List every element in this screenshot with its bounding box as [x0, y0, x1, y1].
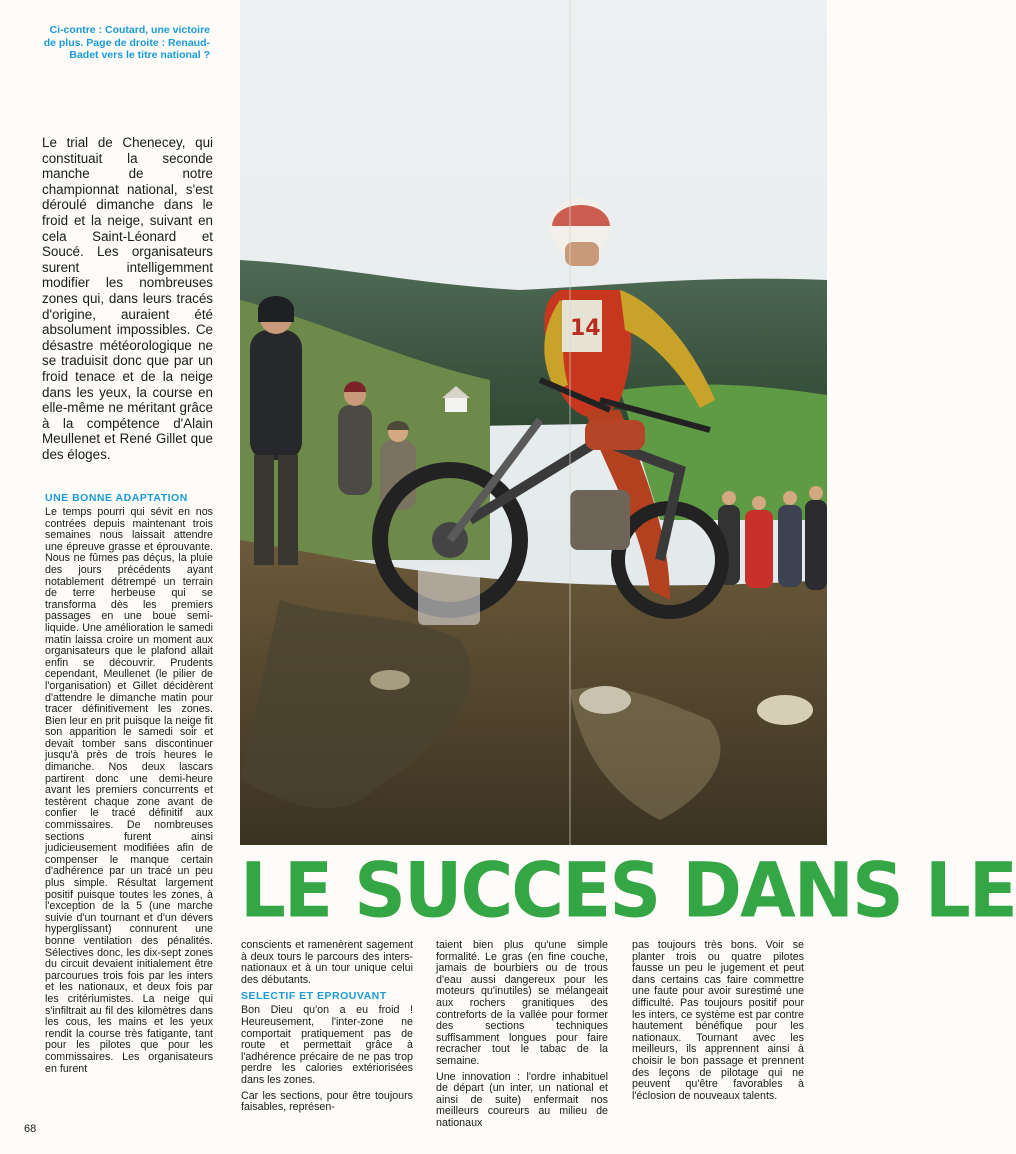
article-column-1 — [45, 490, 213, 1079]
svg-text:14: 14 — [570, 316, 601, 341]
column-3-text-2: Une innovation : l'ordre inhabituel de départ (un inter, un national et ainsi de suite) enfermait nos meilleurs coureurs au milieu de nationaux — [436, 1070, 608, 1129]
trial-photo — [240, 0, 827, 845]
photo-caption: Ci-contre : Coutard, une victoire de plus. Page de droite : Renaud-Badet vers le titre national ? — [43, 24, 210, 61]
column-2-text-1: conscients et ramenèrent sagement à deux tours le parcours des inters-nationaux et à un tour unique celui des débutants. — [241, 939, 413, 986]
headline-text: LE SUCCES DANS LE — [240, 845, 1016, 935]
column-3-text-1: taient bien plus qu'une simple formalité. Le gras (en fine couche, jamais de bourbiers ou de trous d'eau aussi dangereux pour les moteurs qu'inutiles) se mélangeait aux rochers granitiques des contreforts de la vallée pour former des sections techniques suffisamment longues pour faire recracher tout le tabac de la semaine. — [436, 939, 608, 1067]
subheading-adaptation: UNE BONNE ADAPTATION — [45, 492, 188, 504]
intro-paragraph: Le trial de Chenecey, qui constituait la seconde manche de notre championnat national, s'est déroulé dimanche dans le froid et la neige, suivant en cela Saint-Léonard et Soucé. Les organisateurs surent intelligemment modifier les nombreuses zones qui, dans leurs tracés d'origine, auraient été absolument impossibles. Ce désastre météorologique ne se traduisit donc que par un froid tenace et de la neige dans les yeux, la course en elle-même ne méritant grâce à la compétence d'Alain Meullenet et René Gillet que des éloges. — [42, 135, 213, 462]
column-1-text: Le temps pourri qui sévit en nos contrées depuis maintenant trois semaines nous laissait attendre une épreuve grasse et éprouvante. Nous ne fûmes pas déçus, la pluie des jours précédents ayant notablement détrempé un terrain de terre herbeuse qui se transforma dès les premiers passages en une boue semi-liquide. Une amélioration le samedi matin laissa croire un moment aux organisateurs que le plafond allait enfin se découvrir. Prudents cependant, Meullenet (le pilier de l'organisation) et Gillet décidèrent d'attendre le dimanche matin pour tracer définitivement les zones. Bien leur en prit puisque la neige fit son apparition le samedi soir et devait tomber sans discontinuer jusqu'à près de trois heures le dimanche. Nos deux lascars partirent donc une demi-heure avant les premiers concurrents et testèrent chaque zone avant de confier le tracé définitif aux commissaires. De nombreuses sections furent ainsi judicieusement modifiées afin de compenser le manque certain d'adhérence par un tracé un peu plus simple. Résultat largement positif puisque toutes les zones, à l'exception de la 5 (une marche suivie d'un tournant et d'un dévers hyperglissant) connurent une bonne ventilation des pénalités. Sélectives donc, les dix-sept zones du circuit devaient initialement être parcourues trois fois par les inters et les nationaux, et deux fois par les critériumistes. La neige qui s'infiltrait au fil des kilomètres dans les cous, les mains et les yeux rendit la course très fatigante, tant pour les pilotes que pour les commissaires. Les organisateurs en furent — [45, 506, 213, 1075]
subheading-selectif: SELECTIF ET EPROUVANT — [241, 990, 387, 1003]
column-2-text-3: Car les sections, pour être toujours faisables, représen- — [241, 1089, 413, 1114]
column-4-text: pas toujours très bons. Voir se planter trois ou quatre pilotes fausse un peu le jugement et peut dans certains cas faire commettre une faute pour avoir surestimé une difficulté. Pas toujours positif pour les inters, ce système est par contre hautement bénéfique pour les nationaux. Tournant avec les meilleurs, ils apprennent ainsi à choisir le bon passage et prennent des leçons de pilotage qui ne peuvent qu'être favorables à l'éclosion de nouveaux talents. — [632, 939, 804, 1102]
motorcycle-trial-photo-illustration — [240, 0, 827, 845]
article-column-4 — [632, 940, 804, 1106]
article-headline — [240, 845, 1016, 935]
article-column-3 — [436, 940, 608, 1134]
watermark-logo — [418, 565, 480, 625]
article-column-2 — [241, 940, 413, 1118]
page-number: 68 — [24, 1123, 37, 1135]
column-2-text-2: Bon Dieu qu'on a eu froid ! Heureusement, l'inter-zone ne comportait pratiquement pas de route et permettait grâce à l'adhérence précaire de ne pas trop perdre les calories extériorisées dans les zones. — [241, 1004, 413, 1086]
